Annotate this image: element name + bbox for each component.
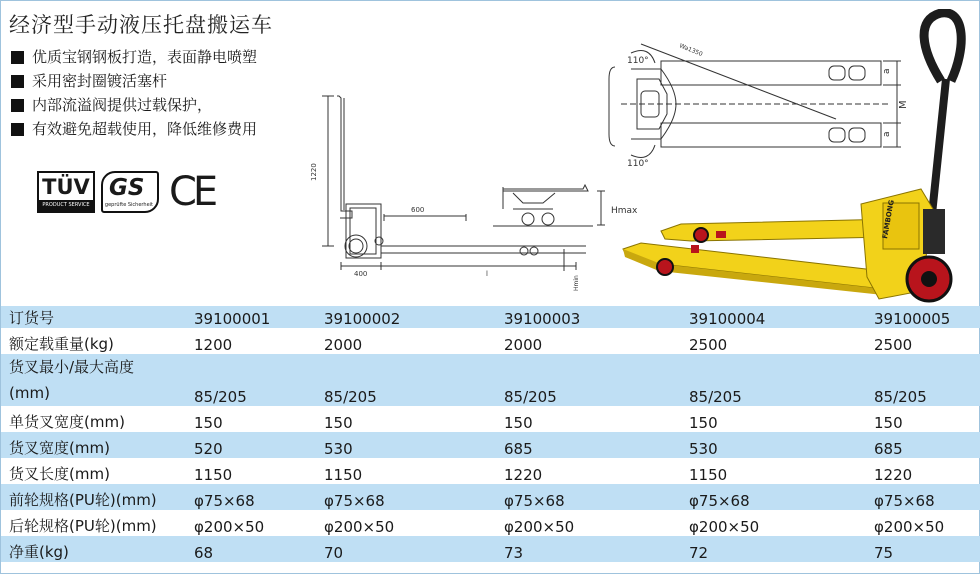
front-roller-right [694, 228, 708, 242]
dim-400: 400 [354, 270, 368, 278]
row-label: 订货号 [1, 306, 186, 328]
product-title: 经济型手动液压托盘搬运车 [9, 13, 273, 37]
row-label: 净重(kg) [1, 536, 186, 562]
dim-hmin: Hmin [573, 275, 580, 291]
row-label: 前轮规格(PU轮)(mm) [1, 484, 186, 510]
dim-hmax: Hmax [611, 206, 638, 216]
feature-item: 内部流溢阀提供过载保护， [11, 93, 257, 117]
bullet-square-icon [11, 99, 24, 112]
gs-logo: GS geprüfte Sicherheit [101, 171, 159, 213]
bullet-square-icon [11, 123, 24, 136]
dim-1220: 1220 [310, 163, 318, 181]
front-roller-left [657, 259, 673, 275]
angle-bottom: 110° [627, 159, 649, 169]
row-label: 货叉最小/最大高度 (mm) [1, 354, 186, 406]
table-row: 净重(kg) 68 70 73 72 75 [1, 536, 980, 562]
feature-list [11, 45, 257, 141]
table-header-row: 订货号 39100001 39100002 39100003 39100004 39100005 [1, 306, 980, 328]
truck-brand-label: FAMBONG [881, 199, 896, 240]
table-row: 货叉宽度(mm) 520 530 685 530 685 [1, 432, 980, 458]
table-row: 前轮规格(PU轮)(mm) φ75×68 φ75×68 φ75×68 φ75×68 φ75×68 [1, 484, 980, 510]
bullet-square-icon [11, 51, 24, 64]
table-row: 货叉长度(mm) 1150 1150 1220 1150 1220 [1, 458, 980, 484]
handle-shape [931, 79, 946, 224]
row-label: 后轮规格(PU轮)(mm) [9, 517, 157, 535]
table-row: 后轮规格(PU轮)(mm) φ200×50 φ200×50 φ200×50 φ200×50 φ200×50 [1, 510, 980, 536]
dim-600: 600 [411, 206, 425, 214]
feature-item: 优质宝钢钢板打造，表面静电喷塑 [11, 45, 257, 69]
dim-l: l [486, 270, 488, 278]
certification-logos [37, 169, 214, 215]
pallet-truck-illustration [621, 9, 966, 304]
dim-a-top: a [882, 68, 892, 74]
product-header [1, 1, 980, 301]
row-label: 额定载重量(kg) [9, 335, 114, 353]
spec-table [1, 306, 980, 562]
dim-m: M [898, 100, 909, 109]
row-label: 货叉长度(mm) [9, 465, 110, 483]
dim-wa: Wa1350 [678, 42, 704, 59]
row-label: 货叉宽度(mm) [1, 432, 186, 458]
angle-top: 110° [627, 56, 649, 66]
feature-item: 有效避免超载使用，降低维修费用 [11, 117, 257, 141]
dim-a-bottom: a [882, 131, 892, 137]
row-label: 单货叉宽度(mm) [9, 413, 125, 431]
feature-item: 采用密封圈镀活塞杆 [11, 69, 257, 93]
handle-grip [924, 13, 961, 81]
table-row: 额定载重量(kg) 1200 2000 2000 2500 2500 [1, 328, 980, 354]
tuv-logo: TÜV PRODUCT SERVICE [37, 171, 95, 213]
table-row: 货叉最小/最大高度 (mm) 85/205 85/205 85/205 85/205 85/205 [1, 354, 980, 406]
table-row: 单货叉宽度(mm) 150 150 150 150 150 [1, 406, 980, 432]
bullet-square-icon [11, 75, 24, 88]
ce-logo: CE [169, 169, 215, 215]
